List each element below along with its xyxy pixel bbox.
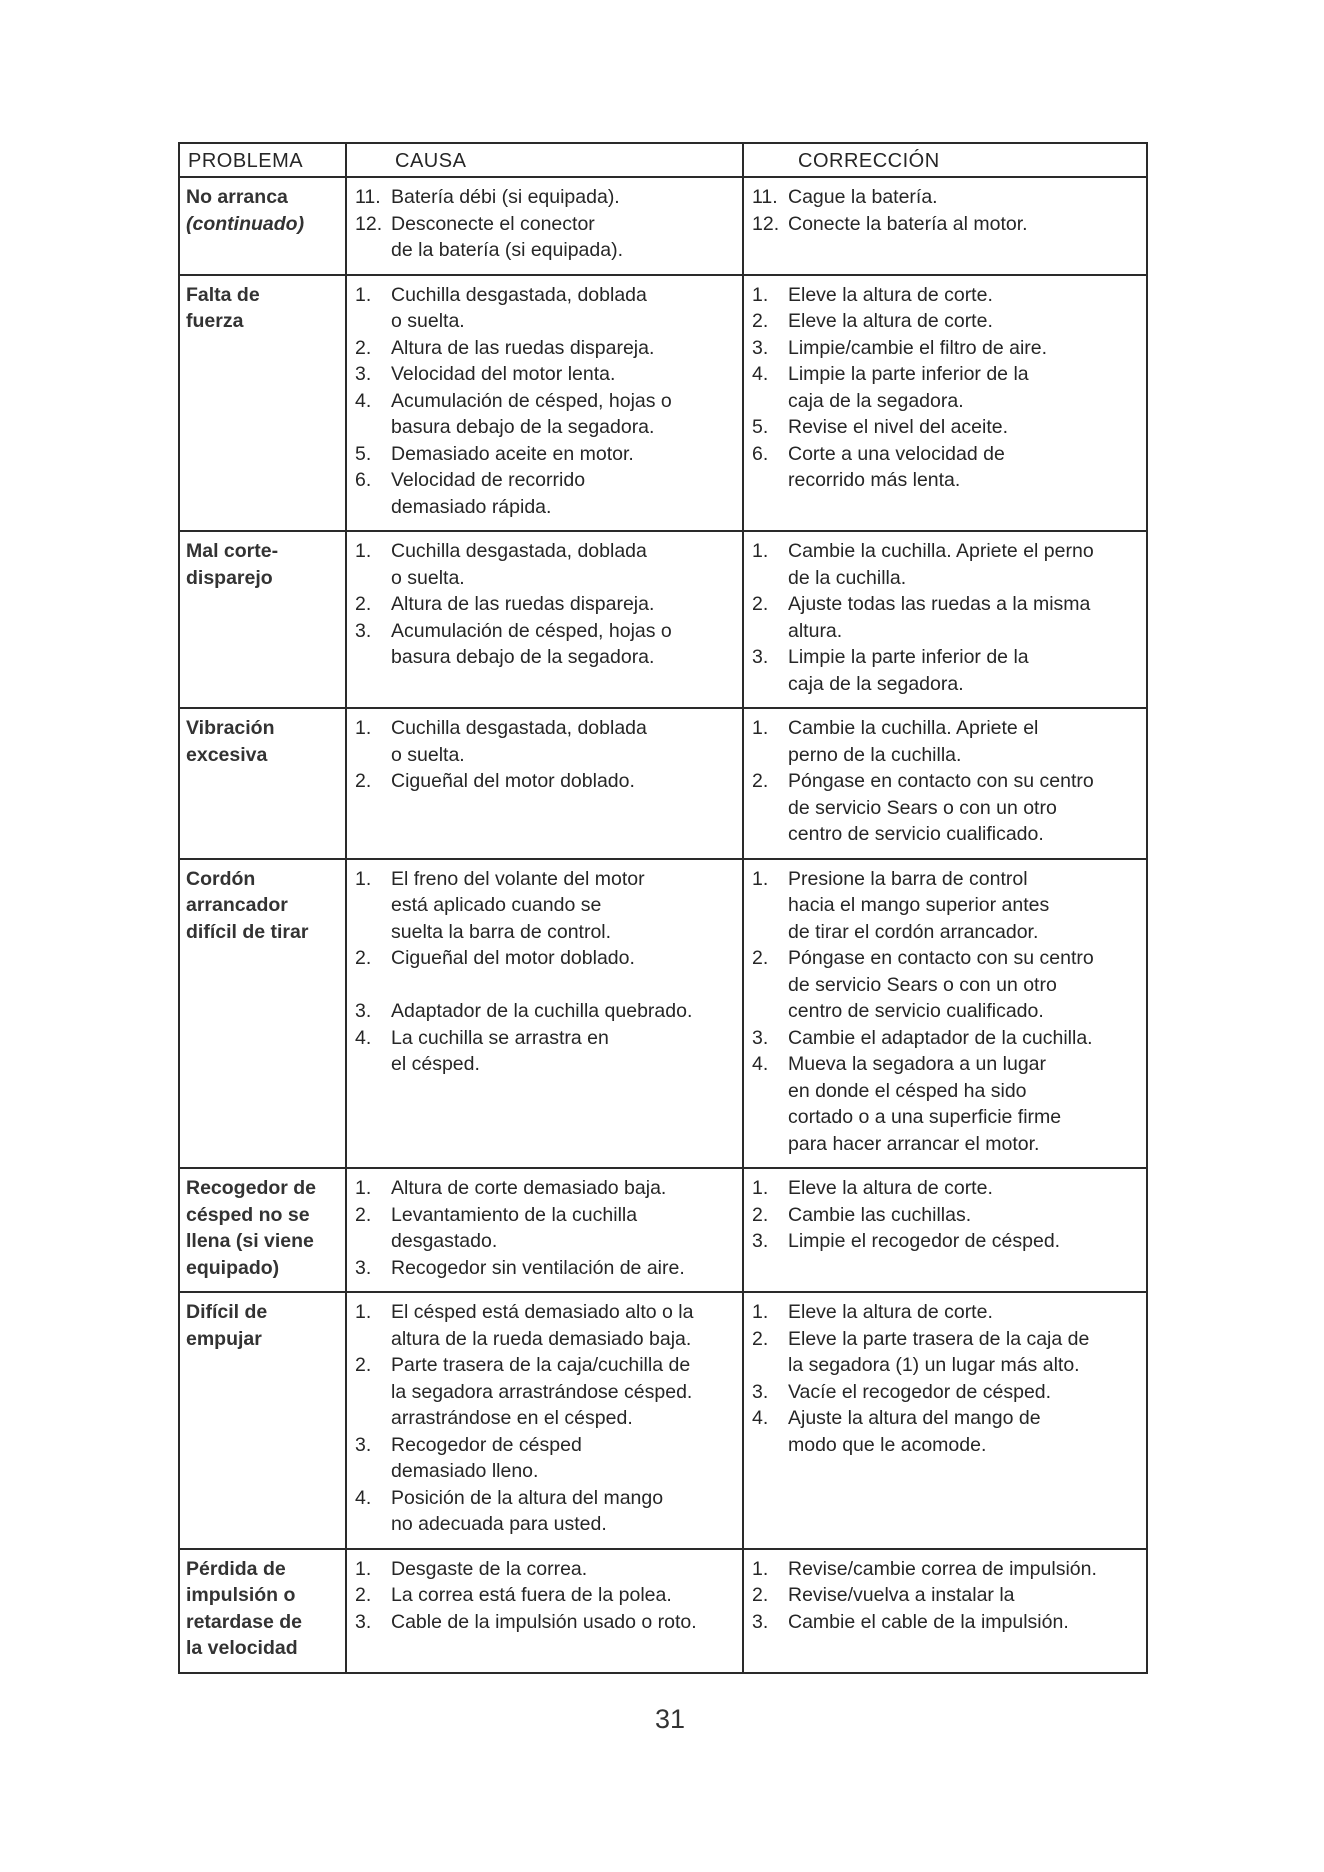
correction-text: Revise/vuelva a instalar la bbox=[788, 1584, 1015, 1606]
correction-text: Conecte la batería al motor. bbox=[788, 212, 1028, 235]
correction-number: 4. bbox=[752, 1407, 769, 1429]
cause-item bbox=[355, 282, 734, 335]
problem-cell bbox=[180, 1169, 345, 1291]
problem-label: Cordón arrancador difícil de tirar bbox=[186, 867, 309, 943]
problem-cell bbox=[180, 276, 345, 531]
cause-number: 1. bbox=[355, 1177, 372, 1199]
correction-text: Cambie el cable de la impulsión. bbox=[788, 1610, 1069, 1633]
cause-number: 2. bbox=[355, 593, 372, 615]
correction-text: Ajuste todas las ruedas a la misma altura. bbox=[788, 593, 1091, 642]
cause-number: 3. bbox=[355, 1433, 372, 1456]
cause-text: Cigueñal del motor doblado. bbox=[391, 770, 635, 792]
cause-text: Altura de las ruedas dispareja. bbox=[391, 336, 655, 359]
correction-text: Cague la batería. bbox=[788, 186, 938, 208]
correction-item bbox=[752, 538, 1138, 591]
cause-text: Recogedor sin ventilación de aire. bbox=[391, 1256, 685, 1279]
correction-item bbox=[752, 282, 1138, 309]
cause-text: Acumulación de césped, hojas o basura debajo de la segadora. bbox=[391, 619, 672, 668]
cause-number: 4. bbox=[355, 1486, 372, 1509]
correction-text: Revise el nivel del aceite. bbox=[788, 416, 1009, 438]
cause-item bbox=[355, 538, 734, 591]
cause-text: Velocidad del motor lenta. bbox=[391, 363, 616, 385]
cause-text: La cuchilla se arrastra en el césped. bbox=[391, 1026, 609, 1075]
correction-item bbox=[752, 1175, 1138, 1202]
correction-number: 1. bbox=[752, 283, 769, 306]
table-row bbox=[180, 1548, 1146, 1672]
cause-number: 3. bbox=[355, 1256, 372, 1279]
problem-label: Falta de fuerza bbox=[186, 283, 260, 332]
problem-label: Mal corte- disparejo bbox=[186, 540, 279, 589]
correction-item bbox=[752, 335, 1138, 362]
correction-number: 3. bbox=[752, 1026, 769, 1049]
cause-item bbox=[355, 1485, 734, 1538]
correction-item bbox=[752, 591, 1138, 644]
cause-number: 2. bbox=[355, 947, 372, 969]
cause-text: Batería débi (si equipada). bbox=[391, 186, 620, 208]
correction-item bbox=[752, 866, 1138, 946]
correction-item bbox=[752, 945, 1138, 1025]
table-row bbox=[180, 707, 1146, 858]
cause-number: 1. bbox=[355, 867, 372, 890]
cause-text: Adaptador de la cuchilla quebrado. bbox=[391, 1000, 693, 1022]
correction-item bbox=[752, 644, 1138, 697]
correction-number: 2. bbox=[752, 1327, 769, 1350]
cause-text: Desgaste de la correa. bbox=[391, 1557, 588, 1580]
correction-text: Eleve la altura de corte. bbox=[788, 1177, 993, 1199]
correction-number: 3. bbox=[752, 1610, 769, 1633]
correction-cell bbox=[742, 1169, 1146, 1291]
table-row bbox=[180, 1167, 1146, 1291]
cause-number: 3. bbox=[355, 619, 372, 642]
header-cause: CAUSA bbox=[345, 144, 742, 176]
correction-number: 2. bbox=[752, 593, 769, 615]
correction-text: Cambie la cuchilla. Apriete el perno de la cuchilla. bbox=[788, 540, 1094, 589]
correction-text: Eleve la parte trasera de la caja de la segadora (1) un lugar más alto. bbox=[788, 1327, 1090, 1376]
table-header-row bbox=[180, 144, 1146, 176]
header-correction: CORRECCIÓN bbox=[742, 144, 1146, 176]
correction-text: Mueva la segadora a un lugar en donde el césped ha sido cortado o a una superficie firme para hacer arrancar el motor. bbox=[788, 1053, 1062, 1155]
correction-text: Revise/cambie correa de impulsión. bbox=[788, 1557, 1097, 1580]
correction-item bbox=[752, 414, 1138, 441]
correction-item bbox=[752, 211, 1138, 238]
cause-item bbox=[355, 211, 734, 264]
correction-text: Limpie el recogedor de césped. bbox=[788, 1230, 1061, 1252]
correction-text: Cambie el adaptador de la cuchilla. bbox=[788, 1026, 1093, 1049]
problem-label: Pérdida de impulsión o retardase de la velocidad bbox=[186, 1557, 302, 1659]
correction-number: 1. bbox=[752, 1301, 769, 1323]
correction-text: Cambie las cuchillas. bbox=[788, 1203, 972, 1226]
cause-item bbox=[355, 1432, 734, 1485]
cause-item bbox=[355, 1352, 734, 1432]
cause-item bbox=[355, 715, 734, 768]
correction-item bbox=[752, 1299, 1138, 1326]
problem-cell bbox=[180, 532, 345, 707]
cause-text: Cigueñal del motor doblado. bbox=[391, 947, 635, 969]
cause-cell bbox=[345, 1550, 742, 1672]
correction-item bbox=[752, 361, 1138, 414]
cause-item bbox=[355, 591, 734, 618]
correction-number: 1. bbox=[752, 717, 769, 739]
cause-item bbox=[355, 1255, 734, 1282]
correction-number: 2. bbox=[752, 770, 769, 792]
cause-item bbox=[355, 1299, 734, 1352]
cause-number: 2. bbox=[355, 1584, 372, 1606]
cause-item bbox=[355, 1582, 734, 1609]
correction-number: 1. bbox=[752, 867, 769, 890]
correction-number: 4. bbox=[752, 1053, 769, 1075]
table-row bbox=[180, 858, 1146, 1168]
cause-item bbox=[355, 335, 734, 362]
correction-item bbox=[752, 1228, 1138, 1255]
cause-item bbox=[355, 998, 734, 1025]
correction-item bbox=[752, 768, 1138, 848]
cause-number: 2. bbox=[355, 1203, 372, 1226]
cause-text: Demasiado aceite en motor. bbox=[391, 442, 634, 465]
correction-item bbox=[752, 1556, 1138, 1583]
correction-item bbox=[752, 1326, 1138, 1379]
correction-number: 1. bbox=[752, 540, 769, 562]
cause-text: Acumulación de césped, hojas o basura debajo de la segadora. bbox=[391, 389, 672, 438]
cause-number: 2. bbox=[355, 770, 372, 792]
cause-cell bbox=[345, 860, 742, 1168]
cause-item bbox=[355, 1202, 734, 1255]
table-row bbox=[180, 530, 1146, 707]
cause-text: Levantamiento de la cuchilla desgastado. bbox=[391, 1203, 638, 1252]
correction-item bbox=[752, 1405, 1138, 1458]
correction-text: Limpie/cambie el filtro de aire. bbox=[788, 336, 1048, 359]
correction-cell bbox=[742, 860, 1146, 1168]
correction-item bbox=[752, 1202, 1138, 1229]
cause-item bbox=[355, 1025, 734, 1078]
correction-item bbox=[752, 184, 1138, 211]
correction-text: Presione la barra de control hacia el mango superior antes de tirar el cordón arrancador. bbox=[788, 867, 1050, 943]
cause-text: Desconecte el conector de la batería (si equipada). bbox=[391, 212, 623, 261]
correction-number: 5. bbox=[752, 416, 769, 438]
problem-label: Vibración excesiva bbox=[186, 717, 275, 766]
cause-number: 11. bbox=[355, 186, 381, 208]
cause-item bbox=[355, 1609, 734, 1636]
problem-cell bbox=[180, 1293, 345, 1548]
cause-item bbox=[355, 945, 734, 998]
correction-text: Limpie la parte inferior de la caja de la segadora. bbox=[788, 646, 1029, 695]
correction-item bbox=[752, 1379, 1138, 1406]
problem-cell bbox=[180, 178, 345, 274]
correction-cell bbox=[742, 178, 1146, 274]
problem-cell bbox=[180, 1550, 345, 1672]
header-problem: PROBLEMA bbox=[188, 150, 304, 172]
cause-item bbox=[355, 441, 734, 468]
cause-item bbox=[355, 184, 734, 211]
cause-item bbox=[355, 768, 734, 795]
correction-item bbox=[752, 1025, 1138, 1052]
cause-text: Posición de la altura del mango no adecuada para usted. bbox=[391, 1486, 664, 1535]
cause-number: 1. bbox=[355, 283, 372, 306]
correction-text: Ajuste la altura del mango de modo que le acomode. bbox=[788, 1407, 1041, 1456]
problem-cell bbox=[180, 709, 345, 858]
cause-cell bbox=[345, 178, 742, 274]
correction-cell bbox=[742, 709, 1146, 858]
cause-number: 3. bbox=[355, 363, 372, 385]
cause-number: 3. bbox=[355, 1000, 372, 1022]
correction-cell bbox=[742, 532, 1146, 707]
correction-number: 4. bbox=[752, 363, 769, 385]
cause-text: El césped está demasiado alto o la altura de la rueda demasiado baja. bbox=[391, 1301, 694, 1350]
correction-text: Vacíe el recogedor de césped. bbox=[788, 1380, 1052, 1403]
problem-cell bbox=[180, 860, 345, 1168]
correction-item bbox=[752, 715, 1138, 768]
cause-text: Parte trasera de la caja/cuchilla de la segadora arrastrándose césped. arrastrándose en el césped. bbox=[391, 1354, 693, 1429]
cause-item bbox=[355, 866, 734, 946]
cause-text: La correa está fuera de la polea. bbox=[391, 1584, 672, 1606]
cause-number: 1. bbox=[355, 1301, 372, 1323]
correction-number: 2. bbox=[752, 310, 769, 332]
cause-text: Cuchilla desgastada, doblada o suelta. bbox=[391, 283, 647, 332]
correction-item bbox=[752, 441, 1138, 494]
troubleshooting-table bbox=[178, 142, 1148, 1674]
correction-number: 2. bbox=[752, 947, 769, 969]
cause-number: 1. bbox=[355, 1557, 372, 1580]
correction-item bbox=[752, 308, 1138, 335]
cause-cell bbox=[345, 532, 742, 707]
cause-number: 6. bbox=[355, 469, 372, 491]
table-row bbox=[180, 176, 1146, 274]
page-number: 31 bbox=[654, 1704, 686, 1734]
table-row bbox=[180, 1291, 1146, 1548]
correction-text: Eleve la altura de corte. bbox=[788, 283, 993, 306]
cause-text: Velocidad de recorrido demasiado rápida. bbox=[391, 469, 586, 518]
cause-number: 5. bbox=[355, 442, 372, 465]
cause-item bbox=[355, 1175, 734, 1202]
problem-sublabel: (continuado) bbox=[186, 212, 305, 235]
cause-text: Cuchilla desgastada, doblada o suelta. bbox=[391, 540, 647, 589]
correction-number: 1. bbox=[752, 1557, 769, 1580]
cause-number: 2. bbox=[355, 336, 372, 359]
correction-text: Cambie la cuchilla. Apriete el perno de la cuchilla. bbox=[788, 717, 1039, 766]
cause-number: 3. bbox=[355, 1610, 372, 1633]
correction-text: Eleve la altura de corte. bbox=[788, 310, 993, 332]
correction-text: Póngase en contacto con su centro de servicio Sears o con un otro centro de servicio cualificado. bbox=[788, 770, 1094, 845]
cause-text: El freno del volante del motor está aplicado cuando se suelta la barra de control. bbox=[391, 867, 645, 943]
correction-number: 11. bbox=[752, 186, 778, 208]
cause-number: 2. bbox=[355, 1354, 372, 1376]
correction-number: 12. bbox=[752, 212, 780, 235]
cause-number: 4. bbox=[355, 389, 372, 412]
cause-number: 1. bbox=[355, 717, 372, 739]
correction-item bbox=[752, 1051, 1138, 1157]
correction-number: 6. bbox=[752, 442, 769, 465]
cause-item bbox=[355, 1556, 734, 1583]
cause-cell bbox=[345, 276, 742, 531]
correction-cell bbox=[742, 1293, 1146, 1548]
cause-text: Cuchilla desgastada, doblada o suelta. bbox=[391, 717, 647, 766]
cause-text: Altura de las ruedas dispareja. bbox=[391, 593, 655, 615]
correction-number: 3. bbox=[752, 1380, 769, 1403]
correction-number: 1. bbox=[752, 1177, 769, 1199]
problem-label: No arranca bbox=[186, 186, 288, 208]
correction-number: 2. bbox=[752, 1203, 769, 1226]
cause-item bbox=[355, 467, 734, 520]
correction-cell bbox=[742, 276, 1146, 531]
cause-item bbox=[355, 388, 734, 441]
correction-number: 3. bbox=[752, 336, 769, 359]
correction-text: Eleve la altura de corte. bbox=[788, 1301, 993, 1323]
correction-text: Póngase en contacto con su centro de servicio Sears o con un otro centro de servicio cualificado. bbox=[788, 947, 1094, 1022]
cause-cell bbox=[345, 1293, 742, 1548]
cause-cell bbox=[345, 709, 742, 858]
cause-number: 4. bbox=[355, 1026, 372, 1049]
cause-cell bbox=[345, 1169, 742, 1291]
correction-item bbox=[752, 1609, 1138, 1636]
correction-number: 2. bbox=[752, 1584, 769, 1606]
correction-number: 3. bbox=[752, 1230, 769, 1252]
correction-text: Limpie la parte inferior de la caja de la segadora. bbox=[788, 363, 1029, 412]
cause-item bbox=[355, 618, 734, 671]
problem-label: Difícil de empujar bbox=[186, 1301, 268, 1350]
cause-number: 1. bbox=[355, 540, 372, 562]
cause-text: Altura de corte demasiado baja. bbox=[391, 1177, 667, 1199]
cause-item bbox=[355, 361, 734, 388]
correction-number: 3. bbox=[752, 646, 769, 668]
cause-text: Cable de la impulsión usado o roto. bbox=[391, 1610, 697, 1633]
correction-item bbox=[752, 1582, 1138, 1609]
cause-text: Recogedor de césped demasiado lleno. bbox=[391, 1433, 582, 1482]
correction-cell bbox=[742, 1550, 1146, 1672]
correction-text: Corte a una velocidad de recorrido más lenta. bbox=[788, 442, 1005, 491]
cause-number: 12. bbox=[355, 212, 383, 235]
table-body bbox=[180, 176, 1146, 1672]
problem-label: Recogedor de césped no se llena (si viene equipado) bbox=[186, 1177, 317, 1279]
table-row bbox=[180, 274, 1146, 531]
